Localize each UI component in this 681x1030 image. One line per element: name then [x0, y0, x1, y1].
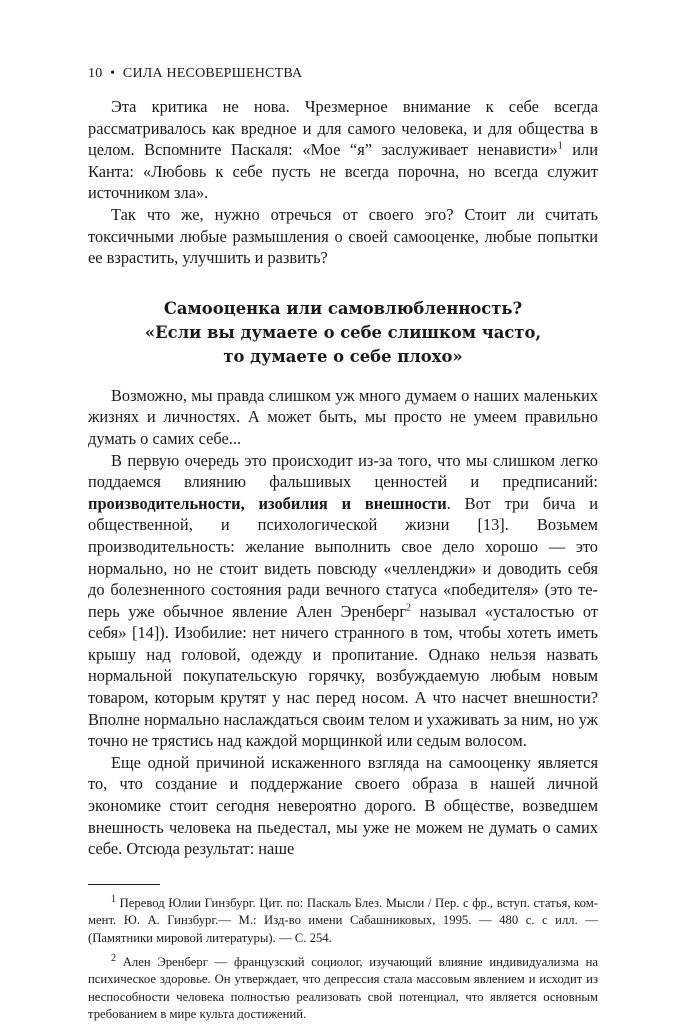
- footnote-text: Ален Эренберг — французский социолог, изучающий влияние индивидуализма на психическое здоровье. Он утверждает, что депрессия стала массовым явлением и исходит из неспособности человека полностью реализовать свой потенциал, что является основным требованием в мире культа достижений.: [88, 954, 598, 1022]
- footnote-ref-1[interactable]: 1: [557, 140, 563, 152]
- footnote-divider: [88, 884, 160, 885]
- footnote-number: 2: [111, 952, 116, 964]
- section-heading: [88, 297, 598, 369]
- heading-line-2: «Если вы думаете о себе слишком часто,: [144, 322, 542, 342]
- paragraph-critique: [88, 96, 598, 204]
- book-title: СИЛА НЕСОВЕРШЕНСТВА: [122, 66, 303, 81]
- paragraph-maybe: Возможно, мы правда слишком уж много думаем о наших маленьких жизнях и личностях. А может быть, мы просто не умеем правильно думать о самих себе...: [88, 385, 598, 448]
- heading-line-3: то думаете о себе плохо»: [223, 346, 463, 366]
- paragraph-text: В первую очередь это происходит из-за того, что мы слишком легко поддаемся влиянию фальшивых ценностей и предписаний:: [88, 450, 598, 492]
- heading-line-1: Самооценка или самовлюбленность?: [163, 298, 523, 318]
- paragraph-text: Эта критика не нова. Чрезмерное внимание к себе всегда рассматривалось как вредное и для самого человека, и для общества в целом. Вспомните Паскаля: «Мое “я” заслуживает ненависти»: [88, 97, 598, 160]
- footnote-number: 1: [111, 893, 116, 905]
- page-number: 10: [88, 66, 103, 81]
- paragraph-text: . Вот три бича и общественной, и психологической жизни [13]. Возьмем производительность: желание выполнить свое дело хорошо — это нормально, но не стоит видеть повсюду «челленджи» и доводить себя до болезненного состояния ради вечного статуса «победителя» (это теперь уже обычное явление Ален Эренберг: [88, 493, 598, 621]
- header-bullet: •: [110, 66, 116, 81]
- paragraph-text: или Канта: «Любовь к себе пусть не всегда порочна, но всегда служит источником зла».: [88, 140, 598, 203]
- paragraph-text: называл «усталостью от себя» [14]). Изобилие: нет ничего странного в том, чтобы хотеть иметь крышу над головой, одежду и пропитание. Однако нельзя назвать нормальной покупательскую горячку, возбуждаемую любым новым товаром, которым крутят у нас перед носом. А что насчет внешности? Вполне нормально наслаждаться своим телом и ухаживать за ним, но уж точно не трястись над каждой морщинкой или седым волосом.: [88, 601, 599, 751]
- footnote-text: Перевод Юлии Гинзбург. Цит. по: Паскаль Блез. Мысли / Пер. с фр., вступ. статья, коммент. Ю. А. Гинзбург.— М.: Изд-во имени Сабашниковых, 1995. — 480 с. с илл. — (Памятники мировой литературы). — С. 254.: [88, 895, 598, 945]
- footnote-2: [88, 954, 598, 1024]
- book-page: [88, 66, 598, 1030]
- paragraph-ego: Так что же, нужно отречься от своего эго? Стоит ли считать токсичными любые размышления о своей самооценке, любые попытки ее взрастить, улучшить и развить?: [88, 204, 598, 268]
- running-header: [88, 66, 598, 82]
- emphasis-values: производительности, изобилия и внешности: [88, 493, 447, 513]
- footnote-ref-2[interactable]: 2: [406, 602, 412, 614]
- paragraph-values: [88, 450, 598, 752]
- footnote-1: [88, 895, 598, 948]
- paragraph-image-economy: Еще одной причиной искаженного взгляда на самооценку является то, что создание и поддержание своего образа в нашей личной экономике стоит сегодня невероятно дорого. В обществе, возведшем внешность человека на пьедестал, мы уже не можем не думать о самих себе. Отсюда результат: наше: [88, 752, 598, 859]
